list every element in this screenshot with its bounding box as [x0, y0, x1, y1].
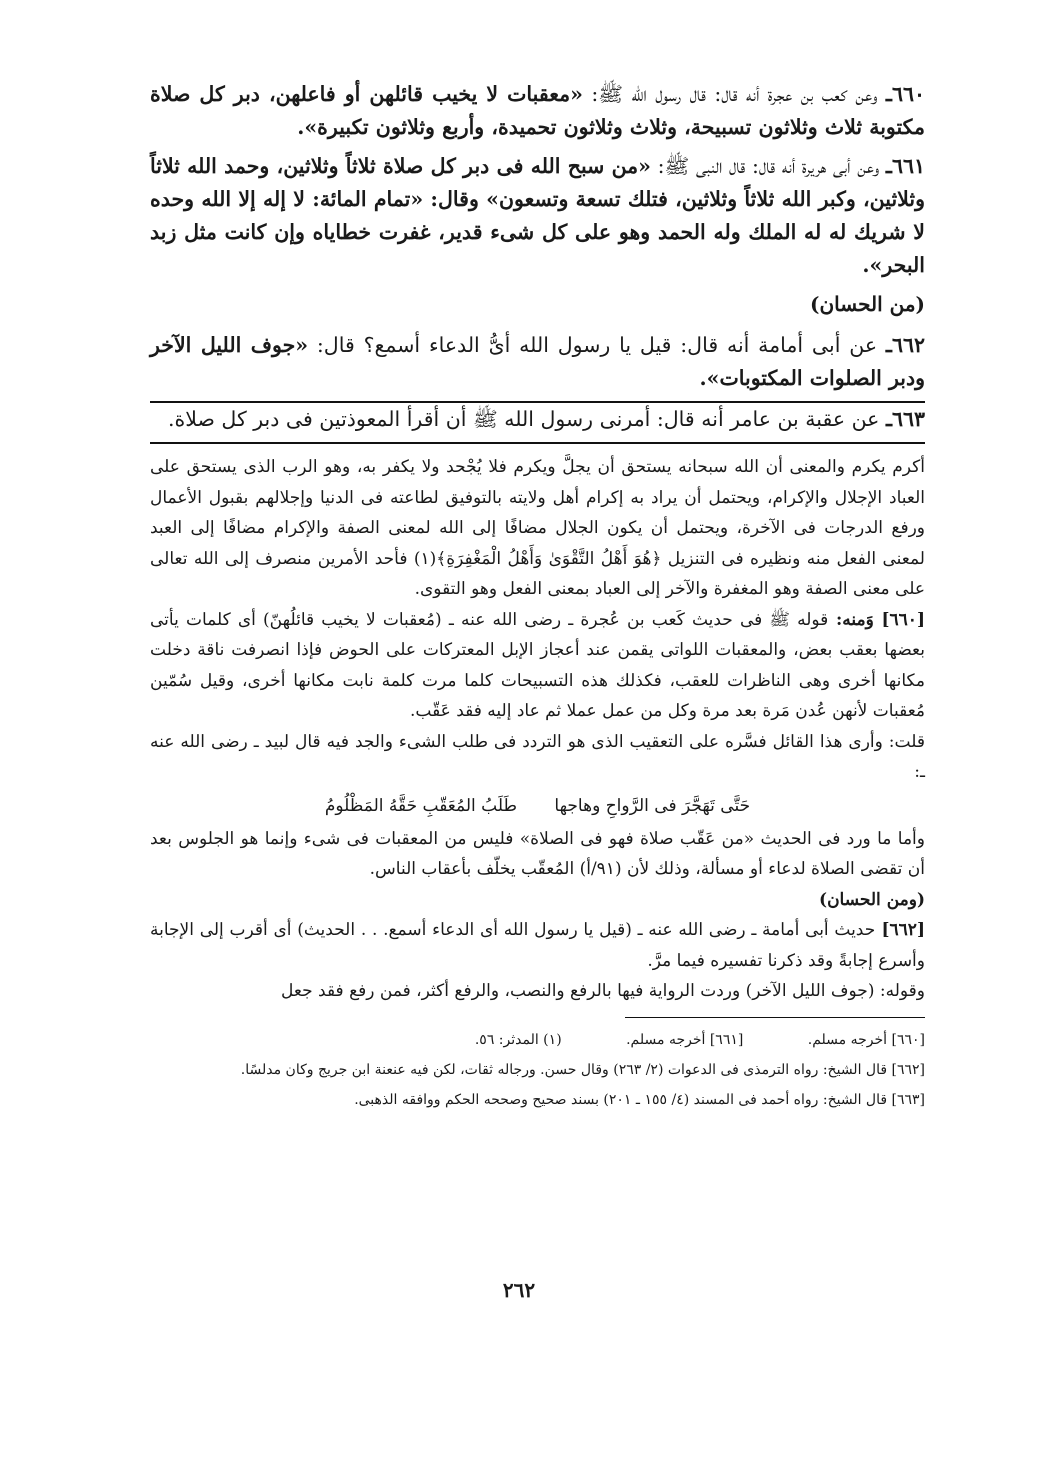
- hadith-661: [150, 150, 925, 282]
- hadith-text: «من سبح الله فى دبر كل صلاة ثلاثاً وثلاثين، وحمد الله ثلاثاً وثلاثين، وكبر الله ثلاثاً وثلاثين، فتلك تسعة وتسعون» وقال: «تمام المائة: لا إله إلا الله وحده لا شريك له له الملك وله الحمد وهو على كل شىء قدير، غفرت خطاياه وإن كانت مثل زبد البحر».: [150, 154, 925, 277]
- footnote: [٦٦٢] قال الشيخ: رواه الترمذى فى الدعوات (٢/ ٢٦٣) وقال حسن. ورجاله ثقات، لكن فيه عنعنة ابن جريج وكان مدلسًا.: [240, 1061, 925, 1078]
- hadith-text: عن عقبة بن عامر أنه قال: أمرنى رسول الله ﷺ أن أقرأ المعوذتين فى دبر كل صلاة.: [168, 407, 880, 431]
- commentary-paragraph: وأما ما ورد فى الحديث «من عَقّب صلاة فهو فى الصلاة» فليس من المعقبات فى شىء وإنما هو الجلوس بعد أن تقضى الصلاة لدعاء أو مسألة، وذلك لأن (٩١/أ) المُعقّب يخلّف بأعقاب الناس.: [150, 828, 925, 879]
- hadith-text: «جوف الليل الآخر ودبر الصلوات المكتوبات».: [150, 333, 925, 390]
- hadith-intro: وعن أبى هريرة أنه قال: قال النبى ﷺ:: [650, 154, 880, 178]
- section-heading-hasan: (من الحسان): [809, 292, 925, 316]
- commentary-ref: [٦٦٠] وَمنه:: [828, 609, 925, 630]
- hadith-number: ٦٦٣ـ: [885, 407, 925, 431]
- page-body: [150, 78, 925, 1118]
- hadith-text: «معقبات لا يخيب قائلهن أو فاعلهن، دبر كل صلاة مكتوبة ثلاث وثلاثون تسبيحة، وثلاث وثلاثون تحميدة، وأربع وثلاثون تكبيرة».: [150, 82, 925, 139]
- commentary-ref: [٦٦٢]: [875, 920, 925, 940]
- hadith-intro: وعن كعب بن عجرة أنه قال: قال رسول الله ﷺ:: [582, 82, 878, 106]
- footnote-divider: [625, 1017, 925, 1018]
- commentary-paragraph: [150, 915, 925, 976]
- page-number: ٢٦٢: [502, 1278, 536, 1302]
- section-heading-hasan: (ومن الحسان): [819, 889, 925, 910]
- hadith-660: [150, 78, 925, 144]
- hadith-662: [150, 329, 925, 395]
- footnote: [٦٦١] أخرجه مسلم.: [626, 1031, 744, 1048]
- hadith-number: ٦٦٠ـ: [885, 82, 925, 106]
- commentary-paragraph: [150, 605, 925, 727]
- footnote: [٦٦٠] أخرجه مسلم.: [807, 1031, 925, 1048]
- commentary-text: حديث أبى أمامة ـ رضى الله عنه ـ (قيل يا رسول الله أى الدعاء أسمع. . . الحديث) أى أقرب إلى الإجابة وأسرع إجابةً وقد ذكرنا تفسيره فيما مرَّ.: [150, 920, 925, 971]
- hadith-663: [150, 403, 925, 436]
- poetry-verse: [150, 788, 925, 824]
- footnote: (١) المدثر: ٥٦.: [474, 1031, 562, 1048]
- hadith-number: ٦٦١ـ: [885, 154, 925, 178]
- hadith-number: ٦٦٢ـ: [885, 333, 925, 357]
- verse-hemistich: طَلَبُ المُعَقّبِ حَقَّهُ المَظْلُومُ: [324, 795, 517, 816]
- commentary-text: قوله ﷺ فى حديث كَعب بن عُجرة ـ رضى الله عنه ـ (مُعقبات لا يخيب قائلُهنّ) أى كلمات يأتى بعضها بعقب بعض، والمعقبات اللواتى يقمن عند أعجاز الإبل المعتركات على الحوض فإذا انصرفت ناقة دخلت مكانها أخرى وهى الناظرات للعقب، فكذلك هذه التسبيحات كلما مرت كلمة نابت مكانها أخرى، وقيل سُمّين مُعقبات لأنهن عُدن مَرة بعد مرة وكل من عمل عملا ثم عاد إليه فقد عَقّب.: [150, 609, 925, 721]
- divider: [150, 442, 925, 444]
- commentary-paragraph: قلت: وأرى هذا القائل فسَّره على التعقيب الذى هو التردد فى طلب الشىء والجد فيه قال لبيد ـ رضى الله عنه ـ:: [150, 731, 925, 782]
- hadith-intro: عن أبى أمامة أنه قال: قيل يا رسول الله أىُّ الدعاء أسمع؟ قال:: [308, 333, 878, 357]
- footnote: [٦٦٣] قال الشيخ: رواه أحمد فى المسند (٤/ ١٥٥ ـ ٢٠١) بسند صحيح وصححه الحكم ووافقه الذهبى.: [354, 1091, 925, 1108]
- verse-hemistich: حَتَّى تَهَجَّرَ فى الرَّواحِ وهاجها: [554, 795, 751, 816]
- commentary-paragraph: وقوله: (جوف الليل الآخر) وردت الرواية فيها بالرفع والنصب، والرفع أكثر، فمن رفع فقد جعل: [281, 981, 925, 1001]
- footnote-row: [150, 1028, 925, 1052]
- commentary-paragraph: أكرم يكرم والمعنى أن الله سبحانه يستحق أن يجلَّ ويكرم فلا يُجْحد ولا يكفر به، وهو الرب الذى يستحق على العباد الإجلال والإكرام، ويحتمل أن يراد به إكرام أهل ولايته بالتوفيق لطاعته فى الدنيا وإجلالهم بقبول الأعمال ورفع الدرجات فى الآخرة، ويحتمل أن يكون الجلال مضافًا إلى الله لمعنى الصفة والإكرام مضافًا إلى العبد لمعنى الفعل منه ونظيره فى التنزيل ﴿هُوَ أَهْلُ التَّقْوَىٰ وَأَهْلُ الْمَغْفِرَةِ﴾(١) فأحد الأمرين منصرف إلى الله تعالى على معنى الصفة وهو المغفرة والآخر إلى العباد بمعنى الفعل وهو التقوى.: [150, 457, 925, 599]
